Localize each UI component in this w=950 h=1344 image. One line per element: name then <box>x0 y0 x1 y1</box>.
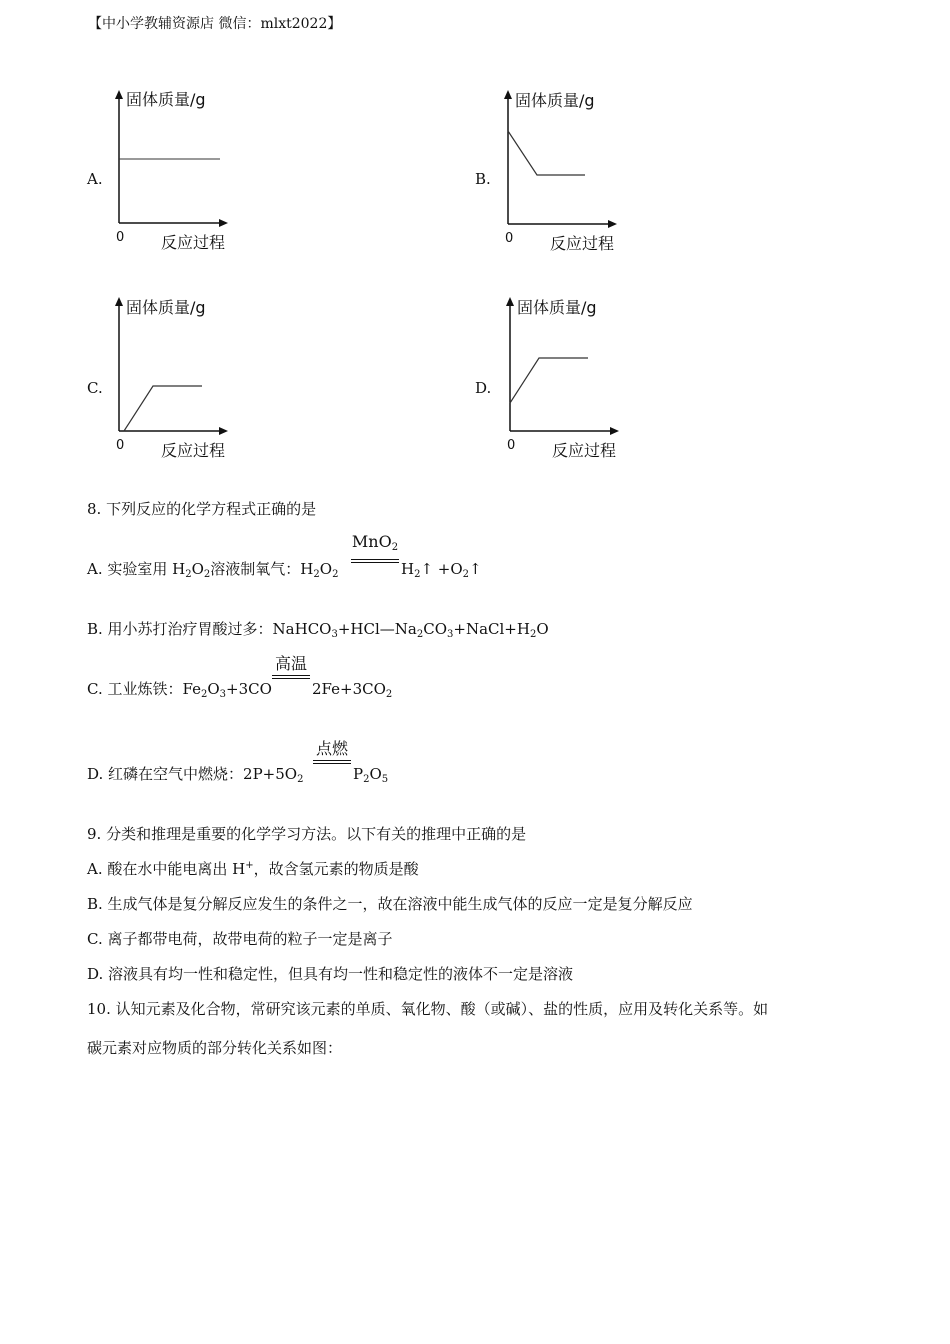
page-header: 【中小学教辅资源店 微信：mlxt2022】 <box>88 16 342 32</box>
q8-option-c-right: $2Fe+3CO_2$ <box>312 680 393 700</box>
y-axis-label: 固体质量/g <box>126 298 206 317</box>
option-c-label: C. <box>87 379 103 397</box>
y-axis-arrow <box>506 297 514 306</box>
q8-d-condition: 点燃 <box>313 740 351 764</box>
q9-option-d: D. 溶液具有均一性和稳定性，但具有均一性和稳定性的液体不一定是溶液 <box>87 965 574 983</box>
q8-option-a-left: A. 实验室用 $H_2O_2$溶液制氧气：$H_2O_2$ <box>87 560 339 580</box>
x-axis-arrow <box>219 427 228 435</box>
y-axis-label: 固体质量/g <box>517 298 597 317</box>
y-axis-arrow <box>115 297 123 306</box>
origin-label: 0 <box>116 438 125 453</box>
q9-option-b: B. 生成气体是复分解反应发生的条件之一，故在溶液中能生成气体的反应一定是复分解反应 <box>87 895 693 913</box>
q9-option-c: C. 离子都带电荷，故带电荷的粒子一定是离子 <box>87 930 393 948</box>
chart-c <box>100 292 250 467</box>
x-axis-label: 反应过程 <box>161 233 226 252</box>
chart-a <box>100 85 250 260</box>
q8-option-b: B. 用小苏打治疗胃酸过多：$NaHCO_3+HCl—Na_2CO_3+NaCl+H_2O$ <box>87 620 549 640</box>
x-axis-label: 反应过程 <box>161 441 226 460</box>
y-axis-arrow <box>115 90 123 99</box>
option-d-label: D. <box>475 379 492 397</box>
q8-a-condition: MnO$_2$ <box>351 533 399 563</box>
x-axis-label: 反应过程 <box>550 234 615 253</box>
origin-label: 0 <box>507 438 516 453</box>
x-axis-label: 反应过程 <box>552 441 617 460</box>
x-axis-arrow <box>608 220 617 228</box>
y-axis-label: 固体质量/g <box>126 90 206 109</box>
q8-option-a-right: $H_2↑$ $+O_2↑$ <box>401 560 482 580</box>
x-axis-arrow <box>610 427 619 435</box>
q8-option-c-left: C. 工业炼铁：$Fe_2O_3+3CO$ <box>87 680 272 700</box>
q8-c-condition: 高温 <box>272 655 310 679</box>
option-b-label: B. <box>475 170 491 188</box>
origin-label: 0 <box>505 231 514 246</box>
data-line <box>124 386 202 431</box>
chart-b <box>489 85 639 260</box>
option-a-label: A. <box>87 170 103 188</box>
origin-label: 0 <box>116 230 125 245</box>
q8-option-d-left: D. 红磷在空气中燃烧：$2P+5O_2$ <box>87 765 304 785</box>
y-axis-label: 固体质量/g <box>515 91 595 110</box>
q8-option-d-right: $P_2O_5$ <box>353 765 389 785</box>
q9-stem: 9. 分类和推理是重要的化学学习方法。以下有关的推理中正确的是 <box>87 825 527 843</box>
data-line <box>510 358 588 403</box>
x-axis-arrow <box>219 219 228 227</box>
chart-d <box>491 292 641 467</box>
data-line <box>508 131 585 175</box>
q9-option-a: A. 酸在水中能电离出 H+，故含氢元素的物质是酸 <box>87 860 419 878</box>
q10-line-2: 碳元素对应物质的部分转化关系如图： <box>87 1039 343 1057</box>
q10-line-1: 10. 认知元素及化合物，常研究该元素的单质、氧化物、酸（或碱）、盐的性质，应用及转化关系等。如 <box>87 1000 769 1018</box>
q8-stem: 8. 下列反应的化学方程式正确的是 <box>87 500 317 518</box>
y-axis-arrow <box>504 90 512 99</box>
